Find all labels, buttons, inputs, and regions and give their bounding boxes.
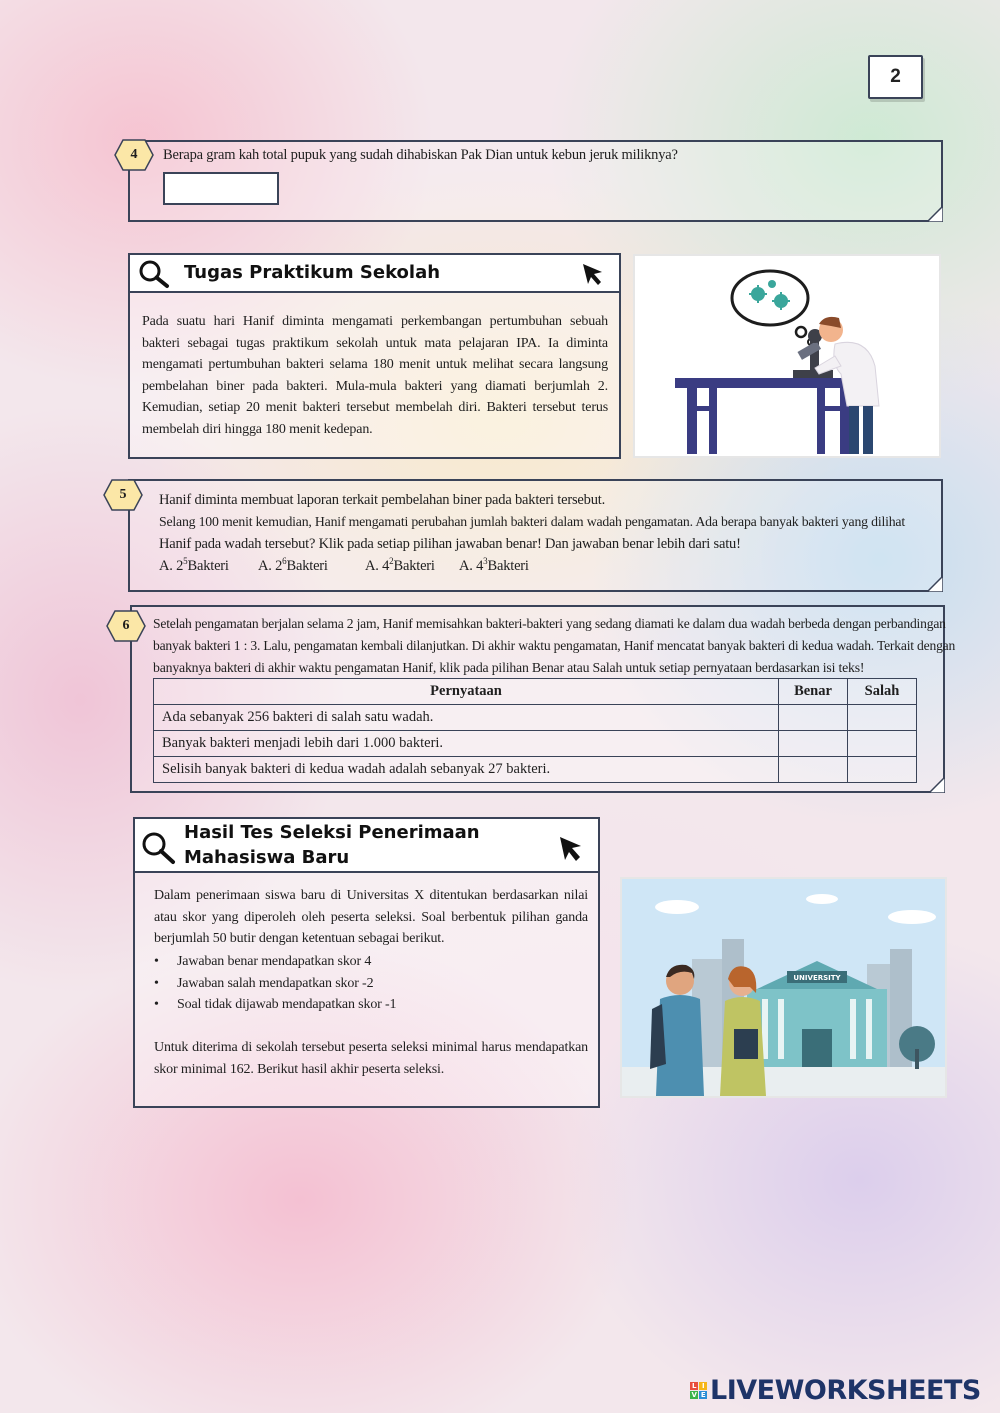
statement-table-header	[154, 679, 917, 705]
selection-test-rules	[154, 951, 588, 1016]
selection-test-title-line-2: Mahasiswa Baru	[184, 847, 350, 868]
selection-test-title-line-1: Hasil Tes Seleksi Penerimaan	[184, 822, 480, 843]
statement-table	[153, 678, 917, 783]
question-6-number: 6	[122, 618, 130, 633]
table-row	[154, 705, 917, 731]
question-6-line-1: Setelah pengamatan berjalan selama 2 jam, Hanif memisahkan bakteri-bakteri yang sedang diamati ke dalam dua wadah berbeda dengan perbandingan	[153, 616, 946, 631]
rule-item: • Soal tidak dijawab mendapatkan skor -1	[154, 997, 397, 1012]
question-4-answer-input[interactable]	[163, 172, 279, 205]
table-row	[154, 757, 917, 783]
rule-item: • Jawaban benar mendapatkan skor 4	[154, 954, 372, 969]
scientist-microscope-image	[633, 254, 941, 458]
magnifier-icon	[140, 831, 178, 865]
question-4-text: Berapa gram kah total pupuk yang sudah dihabiskan Pak Dian untuk kebun jeruk miliknya?	[163, 147, 678, 163]
practicum-panel-header	[130, 255, 619, 293]
question-5-line-1: Hanif diminta membuat laporan terkait pembelahan biner pada bakteri tersebut.	[159, 492, 606, 508]
benar-cell[interactable]	[779, 705, 848, 731]
option-a-2-5[interactable]: A. $2^5Bakteri$	[159, 556, 229, 574]
salah-cell[interactable]	[848, 731, 917, 757]
benar-cell[interactable]	[779, 757, 848, 783]
liveworksheets-brand[interactable]	[690, 1372, 981, 1408]
selection-test-panel-header	[135, 819, 598, 873]
magnifier-icon	[136, 259, 172, 289]
liveworksheets-name: LIVEWORKSHEETS	[710, 1374, 981, 1406]
header-statement: Pernyataan	[154, 679, 779, 705]
cursor-arrow-icon	[557, 834, 585, 864]
statement-text: Banyak bakteri menjadi lebih dari 1.000 bakteri.	[154, 731, 779, 757]
question-4-badge	[114, 139, 154, 171]
question-5-line-3: Hanif pada wadah tersebut? Klik pada setiap pilihan jawaban benar! Dan jawaban benar lebih dari satu!	[159, 536, 741, 552]
salah-cell[interactable]	[848, 757, 917, 783]
salah-cell[interactable]	[848, 705, 917, 731]
question-5-badge	[103, 479, 143, 511]
question-5-line-2: Selang 100 menit kemudian, Hanif mengamati perubahan jumlah bakteri dalam wadah pengamatan. Ada berapa banyak bakteri yang dilihat	[159, 514, 905, 529]
question-6-badge	[106, 610, 146, 642]
statement-text: Selisih banyak bakteri di kedua wadah adalah sebanyak 27 bakteri.	[154, 757, 779, 783]
question-4-number: 4	[130, 147, 138, 162]
selection-test-intro: Dalam penerimaan siswa baru di Universitas X ditentukan berdasarkan nilai atau skor yang diperoleh oleh peserta seleksi. Soal berbentuk pilihan ganda berjumlah 50 butir dengan ketentuan sebagai berikut.	[154, 888, 588, 946]
practicum-panel-title: Tugas Praktikum Sekolah	[184, 262, 441, 283]
table-row	[154, 731, 917, 757]
liveworksheets-logo-icon: L I V E	[691, 1381, 706, 1399]
page-fold-icon	[927, 206, 943, 222]
benar-cell[interactable]	[779, 731, 848, 757]
option-a-4-3[interactable]: A. $4^3Bakteri$	[459, 556, 529, 574]
page-number: 2	[868, 55, 923, 99]
page-fold-icon	[929, 777, 945, 793]
cursor-arrow-icon	[580, 261, 606, 287]
header-false: Salah	[848, 679, 917, 705]
question-6-line-2: banyak bakteri 1 : 3. Lalu, pengamatan kembali dilanjutkan. Di akhir waktu pengamatan, Hanif mencatat banyak bakteri di kedua wadah. Terkait dengan	[153, 638, 956, 653]
statement-text: Ada sebanyak 256 bakteri di salah satu wadah.	[154, 705, 779, 731]
university-sign: UNIVERSITY	[793, 974, 841, 982]
page-fold-icon	[927, 576, 943, 592]
practicum-panel	[128, 253, 621, 459]
header-true: Benar	[779, 679, 848, 705]
question-6-line-3: banyaknya bakteri di akhir waktu pengamatan Hanif, klik pada pilihan Benar atau Salah untuk setiap pernyataan berdasarkan isi teks!	[153, 660, 865, 675]
selection-test-closing: Untuk diterima di sekolah tersebut peserta seleksi minimal harus mendapatkan skor minimal 162. Berikut hasil akhir peserta seleksi.	[154, 1040, 588, 1077]
practicum-panel-body: Pada suatu hari Hanif diminta mengamati perkembangan pertumbuhan sebuah bakteri sebagai tugas praktikum sekolah untuk mata pelajaran IPA. Ia diminta mengamati pertumbuhan bakteri selama 180 menit untuk melihat secara langsung pembelahan biner pada bakteri. Mula-mula bakteri yang diamati berjumlah 2. Kemudian, setiap 20 menit bakteri tersebut membelah diri. Bakteri tersebut terus membelah diri hingga 180 menit kedepan.	[142, 314, 608, 437]
rule-item: • Jawaban salah mendapatkan skor -2	[154, 975, 374, 991]
question-5-number: 5	[119, 487, 127, 502]
option-a-2-6[interactable]: A. $2^6Bakteri$	[258, 556, 328, 574]
option-a-4-2[interactable]: A. $4^2Bakteri$	[365, 556, 435, 574]
selection-test-panel	[133, 817, 600, 1108]
university-students-image	[620, 877, 947, 1098]
